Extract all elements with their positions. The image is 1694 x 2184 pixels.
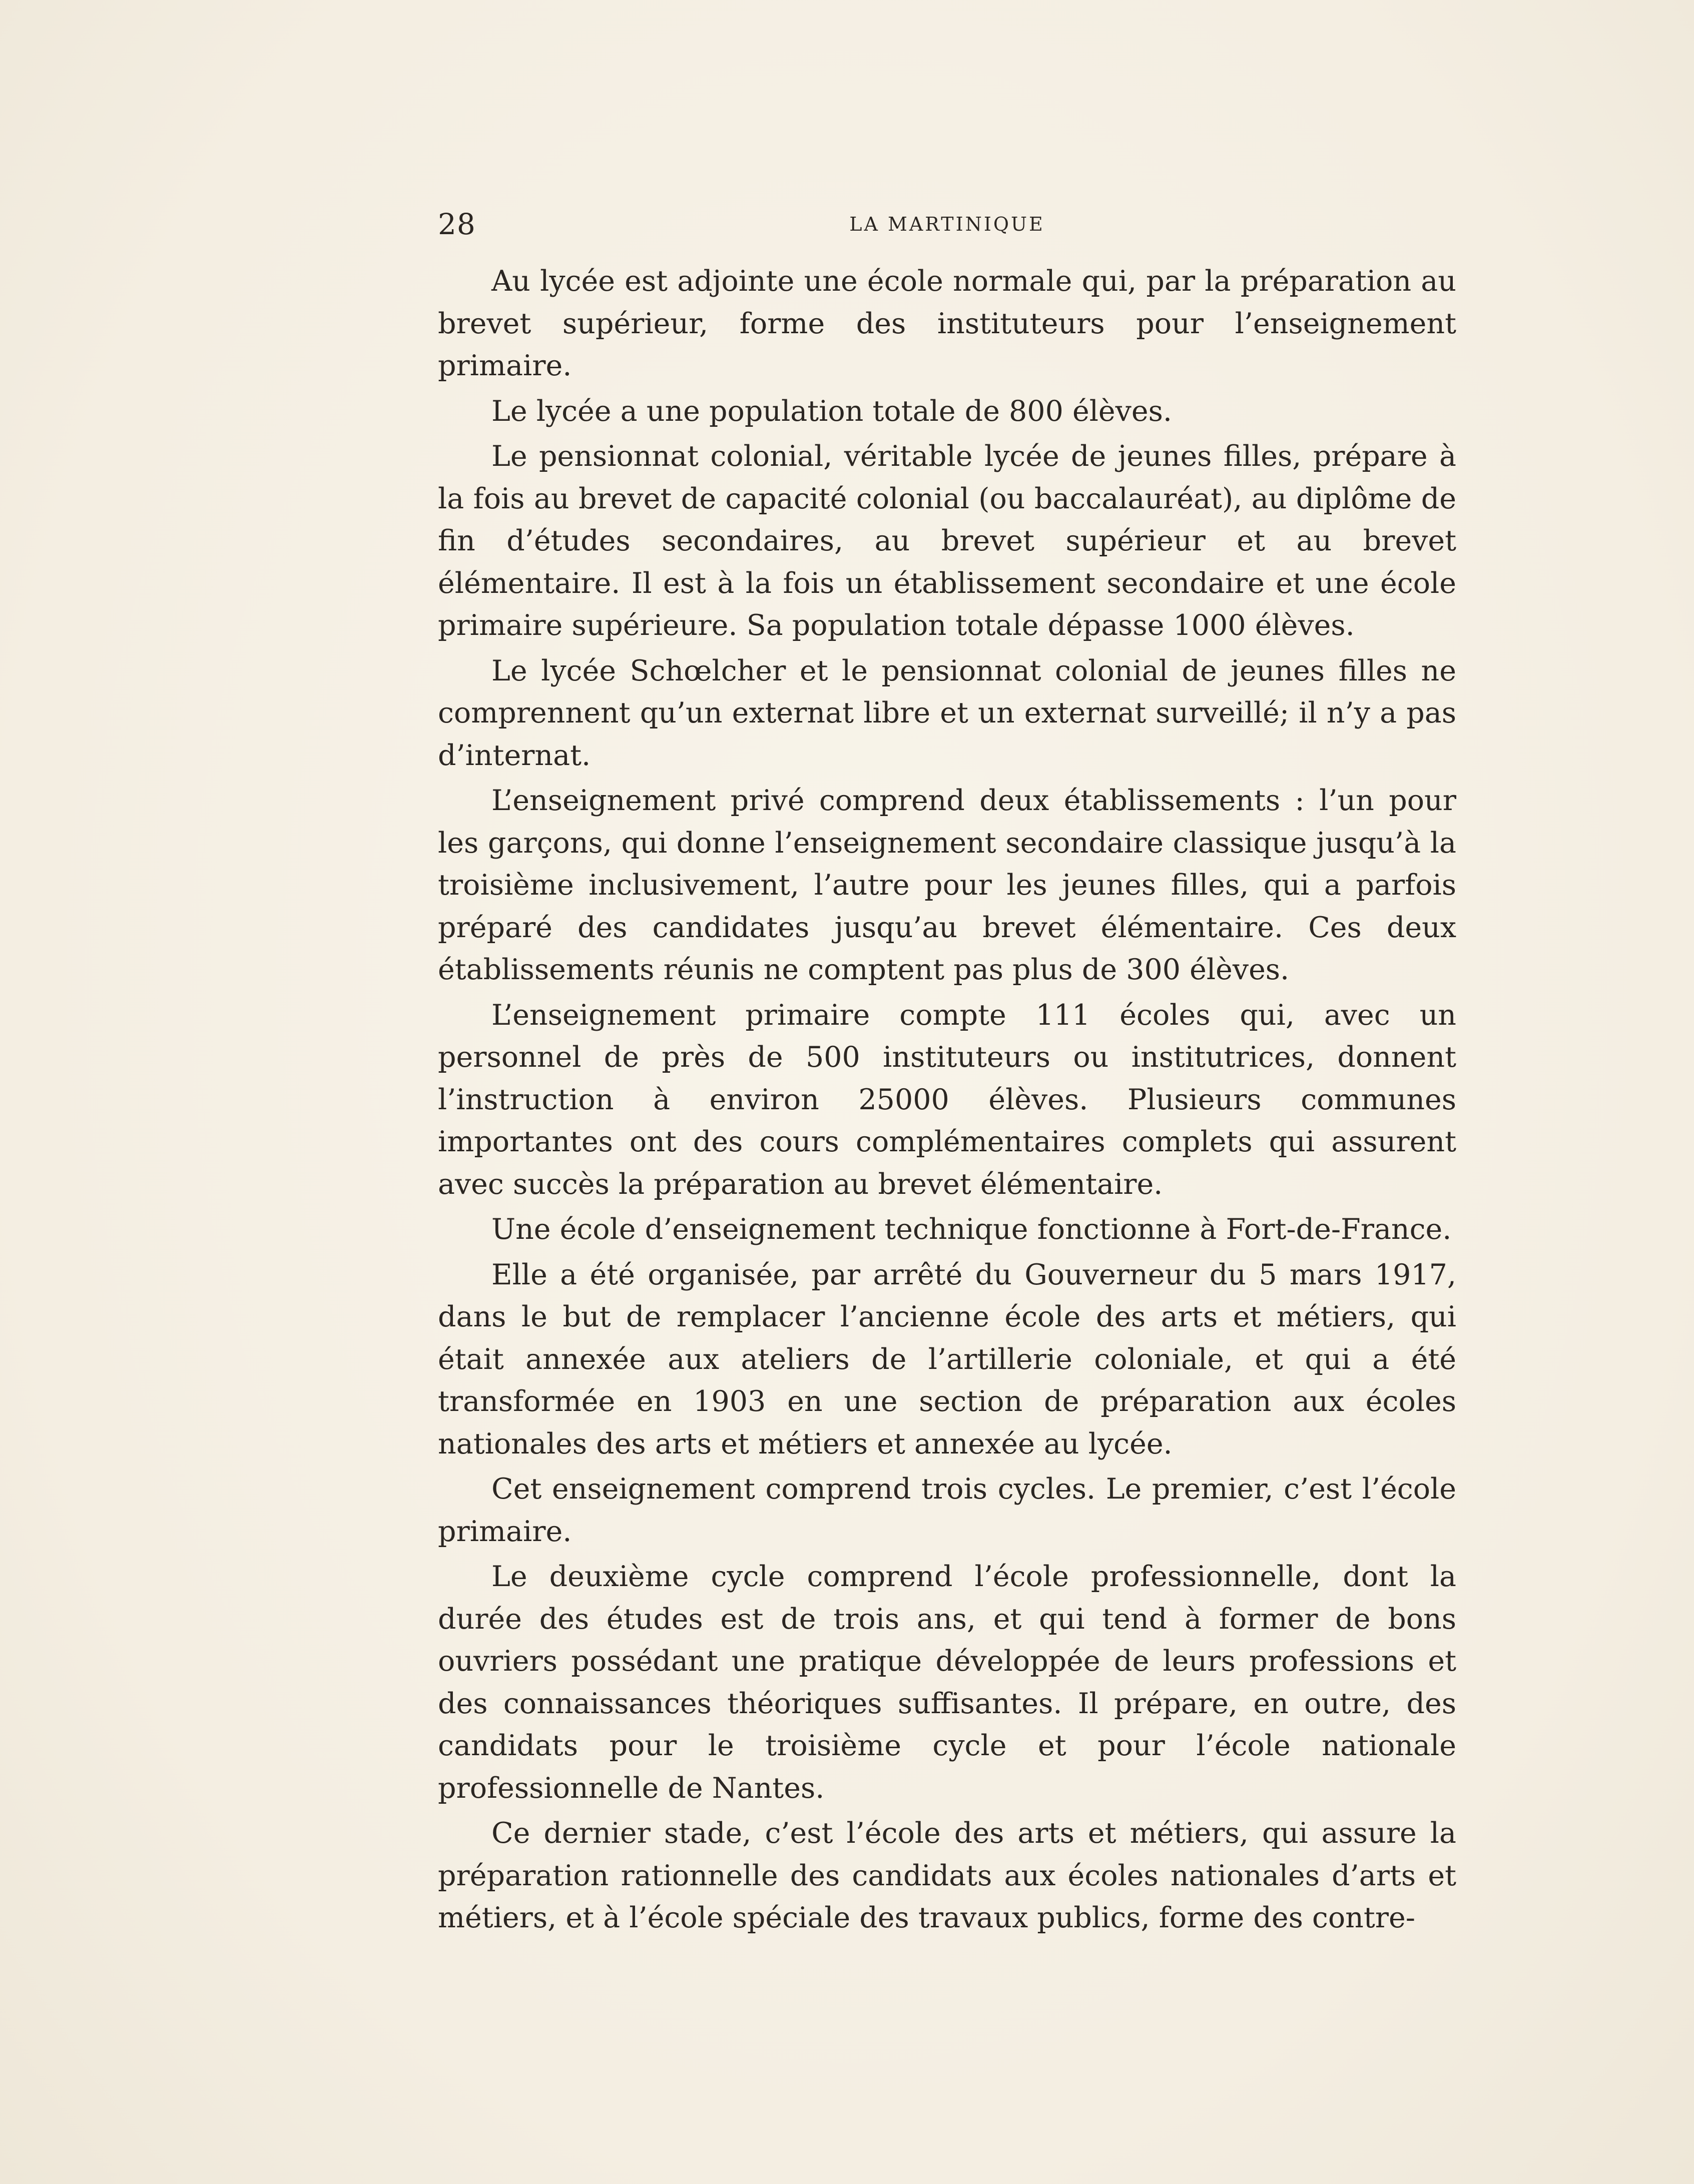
body-text [438,260,1456,1942]
paragraph: L’enseignement primaire compte 111 écoles qui, avec un personnel de près de 500 instituteurs ou institutrices, donnent l’instruction à environ 25000 élèves. Plusieurs communes importantes ont des cours complémentaires complets qui assurent avec succès la préparation au brevet élémentaire. [438,998,1456,1201]
paragraph: L’enseignement privé comprend deux établissements : l’un pour les garçons, qui donne l’enseignement secondaire classique jusqu’à la troisième inclusivement, l’autre pour les jeunes filles, qui a parfois préparé des candidates jusqu’au brevet élémentaire. Ces deux établissements réunis ne comptent pas plus de 300 élèves. [438,784,1456,986]
paragraph: Ce dernier stade, c’est l’école des arts et métiers, qui assure la préparation rationnelle des candidats aux écoles nationales d’arts et métiers, et à l’école spéciale des travaux publics, forme des contre- [438,1817,1456,1934]
paragraph: Une école d’enseignement technique fonctionne à Fort-de-France. [491,1213,1452,1246]
paragraph: Elle a été organisée, par arrêté du Gouverneur du 5 mars 1917, dans le but de remplacer l’ancienne école des arts et métiers, qui était annexée aux ateliers de l’artillerie coloniale, et qui a été transformée en 1903 en une section de préparation aux écoles nationales des arts et métiers et annexée au lycée. [438,1258,1456,1461]
paragraph: Le lycée Schœlcher et le pensionnat colonial de jeunes filles ne comprennent qu’un externat libre et un externat surveillé; il n’y a pas d’internat. [438,654,1456,772]
page-number: 28 [438,207,476,241]
paragraph: Le pensionnat colonial, véritable lycée de jeunes filles, prépare à la fois au brevet de capacité colonial (ou baccalauréat), au diplôme de fin d’études secondaires, au brevet supérieur et au brevet élémentaire. Il est à la fois un établissement secondaire et une école primaire supérieure. Sa population totale dépasse 1000 élèves. [438,440,1456,642]
paragraph: Le lycée a une population totale de 800 élèves. [491,394,1172,428]
paragraph: Le deuxième cycle comprend l’école professionnelle, dont la durée des études est de trois ans, et qui tend à former de bons ouvriers possédant une pratique développée de leurs professions et des connaissances théoriques suffisantes. Il prépare, en outre, des candidats pour le troisième cycle et pour l’école nationale professionnelle de Nantes. [438,1560,1456,1805]
paragraph: Cet enseignement comprend trois cycles. Le premier, c’est l’école primaire. [438,1473,1456,1548]
running-head [438,204,1456,244]
paragraph: Au lycée est adjointe une école normale qui, par la préparation au brevet supérieur, forme des instituteurs pour l’enseignement primaire. [438,265,1456,382]
running-title: LA MARTINIQUE [849,213,1045,235]
